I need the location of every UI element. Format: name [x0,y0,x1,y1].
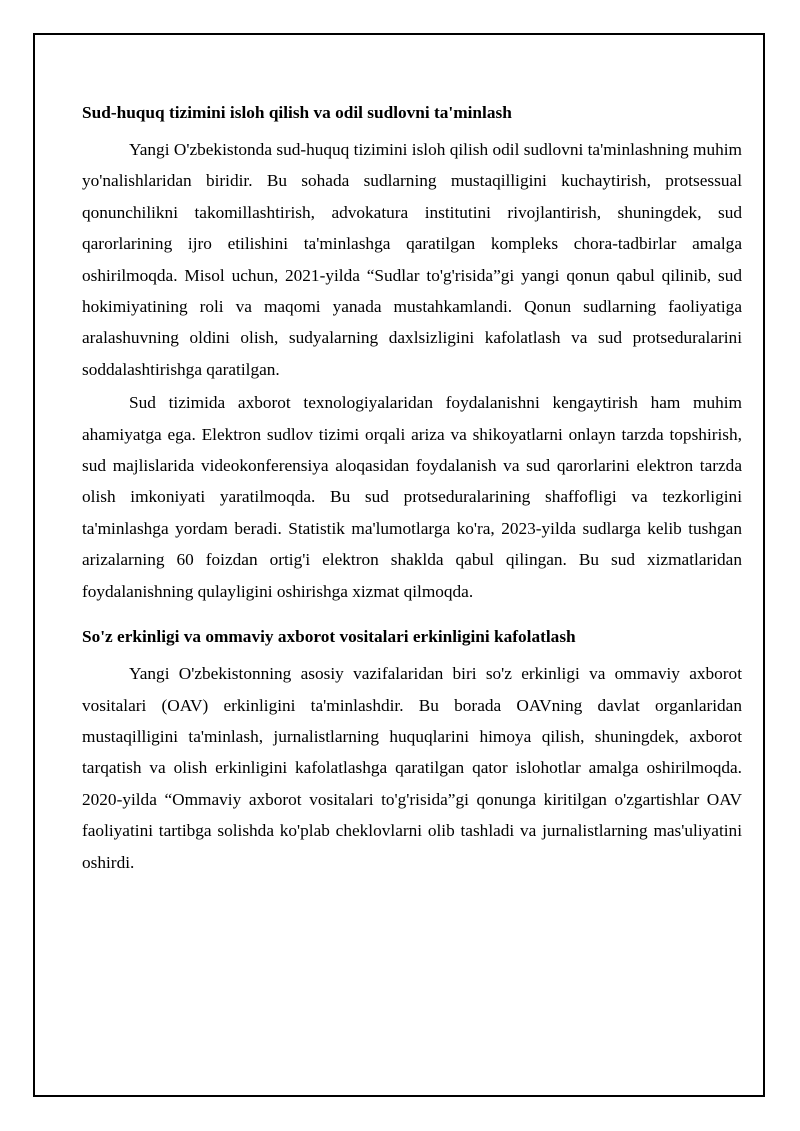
paragraph-judicial-reform-1: Yangi O'zbekistonda sud-huquq tizimini isloh qilish odil sudlovni ta'minlashning muhim yo'nalishlaridan biridir. Bu sohada sudlarning mustaqilligini kuchaytirish, protsessual qonunchilikni takomillashtirish, advokatura institutini rivojlantirish, shuningdek, sud qarorlarining ijro etilishini ta'minlashga qaratilgan kompleks chora-tadbirlar amalga oshirilmoqda. Misol uchun, 2021-yilda “Sudlar to'g'risida”gi yangi qonun qabul qilinib, sud hokimiyatining roli va maqomi yanada mustahkamlandi. Qonun sudlarning faoliyatiga aralashuvning oldini olish, sudyalarning daxlsizligini kafolatlash va sud protseduralarini soddalashtirishga qaratilgan. [82,140,742,379]
paragraph-judicial-reform-2: Sud tizimida axborot texnologiyalaridan foydalanishni kengaytirish ham muhim ahamiyatga ega. Elektron sudlov tizimi orqali ariza va shikoyatlarni onlayn tarzda topshirish, sud majlislarida videokonferensiya aloqasidan foydalanish va sud qarorlarini elektron tarzda olish imkoniyati yaratilmoqda. Bu sud protseduralarining shaffofligi va tezkorligini ta'minlashga yordam beradi. Statistik ma'lumotlarga ko'ra, 2023-yilda sudlarga kelib tushgan arizalarning 60 foizdan ortig'i elektron shaklda qabul qilingan. Bu sud xizmatlaridan foydalanishning qulayligini oshirishga xizmat qilmoqda. [82,393,742,601]
spacer [82,607,742,621]
section-heading-judicial-reform: Sud-huquq tizimini isloh qilish va odil sudlovni ta'minlash [82,103,512,122]
section-heading-press-freedom: So'z erkinligi va ommaviy axborot vositalari erkinligini kafolatlash [82,627,576,647]
paragraph-press-freedom-1: Yangi O'zbekistonning asosiy vazifalaridan biri so'z erkinligi va ommaviy axborot vositalari (OAV) erkinligini ta'minlashdir. Bu borada OAVning davlat organlaridan mustaqilligini ta'minlash, jurnalistlarning huquqlarini himoya qilish, shuningdek, axborot tarqatish va olish erkinligini kafolatlashga qaratilgan qator islohotlar amalga oshirilmoqda. 2020-yilda “Ommaviy axborot vositalari to'g'risida”gi qonunga kiritilgan o'zgartishlar OAV faoliyatini tartibga solishda ko'plab cheklovlarni olib tashladi va jurnalistlarning mas'uliyatini oshirdi. [82,664,742,872]
document-body [82,97,742,878]
